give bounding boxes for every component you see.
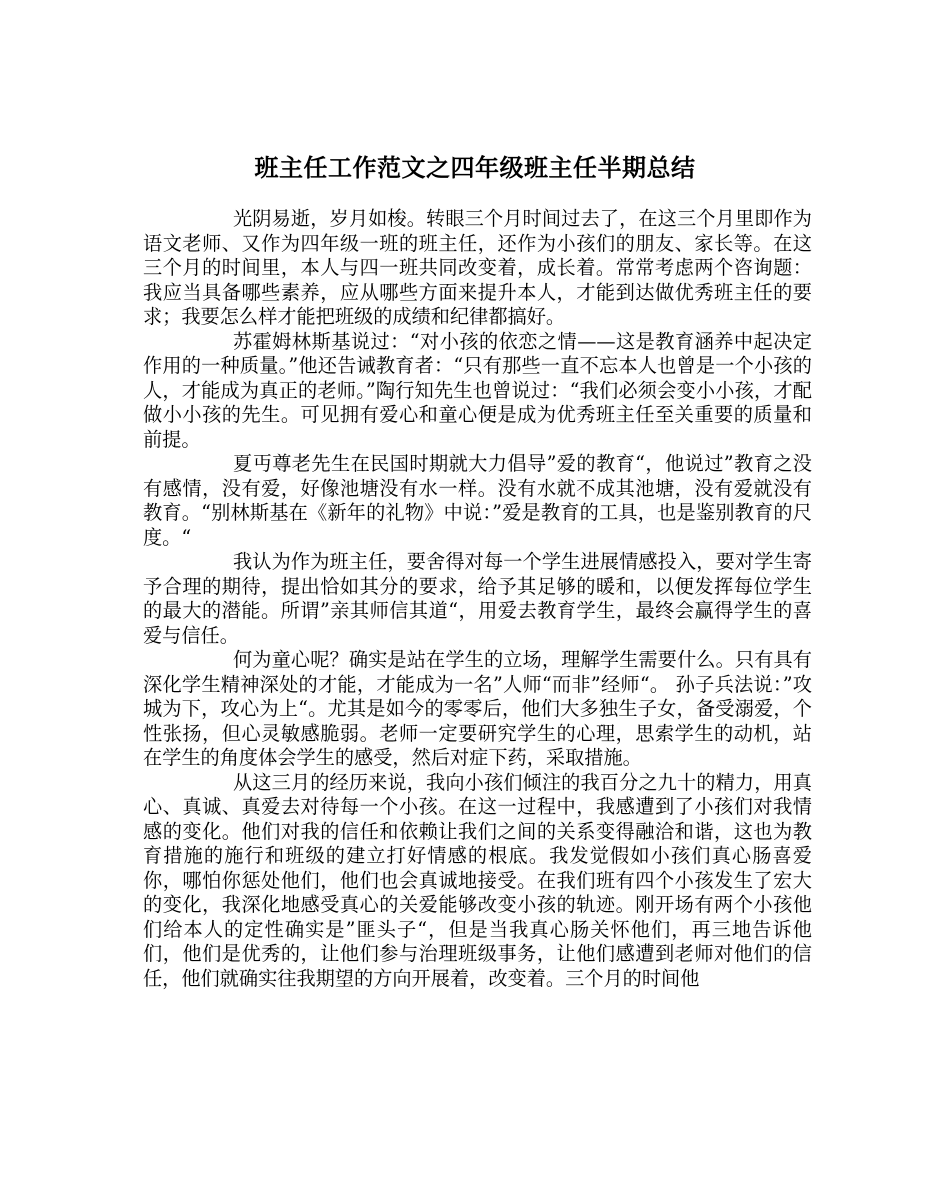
document-title: 班主任工作范文之四年级班主任半期总结 [254, 153, 696, 183]
paragraph: 从这三月的经历来说，我向小孩们倾注的我百分之九十的精力，用真心、真诚、真爱去对待每一个小孩。在这一过程中，我感遭到了小孩们对我情感的变化。他们对我的信任和依赖让我们之间的关系变得融洽和谐，这也为教育措施的施行和班级的建立打好情感的根底。我发觉假如小孩们真心肠喜爱你，哪怕你惩处他们，他们也会真诚地接受。在我们班有四个小孩发生了宏大的变化，我深化地感受真心的关爱能够改变小孩的轨迹。刚开场有两个小孩他们给本人的定性确实是”匪头子“，但是当我真心肠关怀他们，再三地告诉他们，他们是优秀的，让他们参与治理班级事务，让他们感遭到老师对他们的信任，他们就确实往我期望的方向开展着，改变着。三个月的时间他 [143, 770, 812, 990]
paragraph: 光阴易逝，岁月如梭。转眼三个月时间过去了，在这三个月里即作为语文老师、又作为四年级一班的班主任，还作为小孩们的朋友、家长等。在这三个月的时间里，本人与四一班共同改变着，成长着。常常考虑两个咨询题：我应当具备哪些素养，应从哪些方面来提升本人，才能到达做优秀班主任的要求；我要怎么样才能把班级的成绩和纪律都搞好。 [143, 207, 812, 328]
paragraph: 我认为作为班主任，要舍得对每一个学生进展情感投入，要对学生寄予合理的期待，提出恰如其分的要求，给予其足够的暖和，以便发挥每位学生的最大的潜能。所谓”亲其师信其道“，用爱去教育学生，最终会赢得学生的喜爱与信任。 [143, 550, 812, 647]
paragraph: 苏霍姆林斯基说过：“对小孩的依恋之情——这是教育涵养中起决定作用的一种质量。”他还告诫教育者：“只有那些一直不忘本人也曾是一个小孩的人，才能成为真正的老师。”陶行知先生也曾说过：“我们必须会变小小孩，才配做小小孩的先生。可见拥有爱心和童心便是成为优秀班主任至关重要的质量和前提。 [143, 329, 812, 451]
document-body [143, 207, 812, 991]
paragraph: 何为童心呢？确实是站在学生的立场，理解学生需要什么。只有具有深化学生精神深处的才能，才能成为一名”人师“而非”经师“。 孙子兵法说：”攻城为下，攻心为上“。尤其是如今的零零后，他们大多独生子女，备受溺爱，个性张扬，但心灵敏感脆弱。老师一定要研究学生的心理，思索学生的动机，站在学生的角度体会学生的感受，然后对症下药，采取措施。 [143, 648, 812, 769]
paragraph: 夏丏尊老先生在民国时期就大力倡导”爱的教育“，他说过”教育之没有感情，没有爱，好像池塘没有水一样。没有水就不成其池塘，没有爱就没有教育。“别林斯基在《新年的礼物》中说：”爱是教育的工具，也是鉴别教育的尺度。“ [143, 452, 812, 549]
